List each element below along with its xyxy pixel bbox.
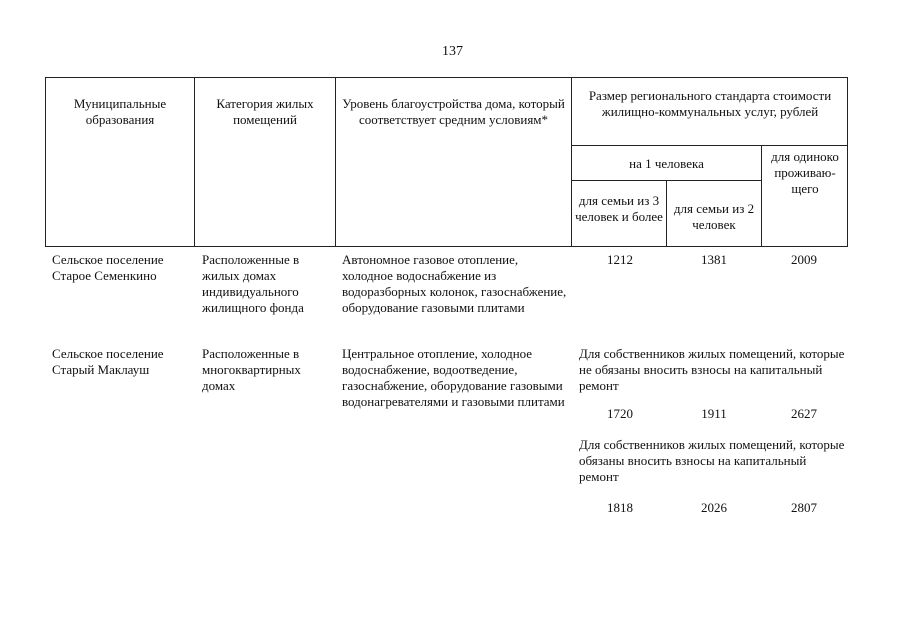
header-single: для одиноко проживаю-щего	[771, 149, 839, 196]
row1-value-family2: 1381	[701, 252, 727, 267]
row1-value-family3: 1212	[607, 252, 633, 267]
header-divider-per-person	[571, 145, 848, 146]
row2-municipality: Сельское поселение Старый Маклауш	[52, 346, 164, 377]
header-standard-size: Размер регионального стандарта стоимости жилищно-коммунальных услуг, рублей	[588, 88, 832, 119]
header-level: Уровень благоустройства дома, который соответствует средним условиям*	[342, 96, 565, 127]
col-divider-1	[194, 77, 195, 246]
row1-municipality: Сельское поселение Старое Семенкино	[52, 252, 164, 283]
row2-value1-family2: 1911	[701, 406, 727, 421]
row2-value2-single: 2807	[791, 500, 817, 515]
table-border-left	[45, 77, 46, 246]
col-divider-4	[666, 180, 667, 246]
header-municipality: Муниципальные образования	[73, 96, 167, 127]
row1-level: Автономное газовое отопление, холодное водоснабжение из водоразборных колонок, газоснабжение, оборудование газовыми плитами	[342, 252, 567, 315]
page-number: 137	[442, 44, 463, 59]
col-divider-2	[335, 77, 336, 246]
row1-category: Расположенные в жилых домах индивидуального жилищного фонда	[202, 252, 304, 315]
row2-value1-single: 2627	[791, 406, 817, 421]
table-border-right	[847, 77, 848, 246]
header-category: Категория жилых помещений	[216, 96, 314, 127]
header-family-3: для семьи из 3 человек и более	[575, 193, 663, 224]
row1-value-single: 2009	[791, 252, 817, 267]
header-per-person: на 1 человека	[629, 156, 704, 171]
row2-category: Расположенные в многоквартирных домах	[202, 346, 301, 393]
row2-note-with-repair: Для собственников жилых помещений, которые обязаны вносить взносы на капитальный ремонт	[579, 437, 845, 484]
table-border-header-bottom	[45, 246, 848, 247]
header-family-2: для семьи из 2 человек	[673, 201, 755, 232]
row2-value2-family2: 2026	[701, 500, 727, 515]
row2-value2-family3: 1818	[607, 500, 633, 515]
row2-value1-family3: 1720	[607, 406, 633, 421]
col-divider-5	[761, 145, 762, 246]
table-border-top	[45, 77, 848, 78]
row2-level: Центральное отопление, холодное водоснабжение, водоотведение, газоснабжение, оборудование газовыми водонагревателями и газовыми плитами	[342, 346, 565, 409]
row2-note-without-repair: Для собственников жилых помещений, которые не обязаны вносить взносы на капитальный ремонт	[579, 346, 845, 393]
